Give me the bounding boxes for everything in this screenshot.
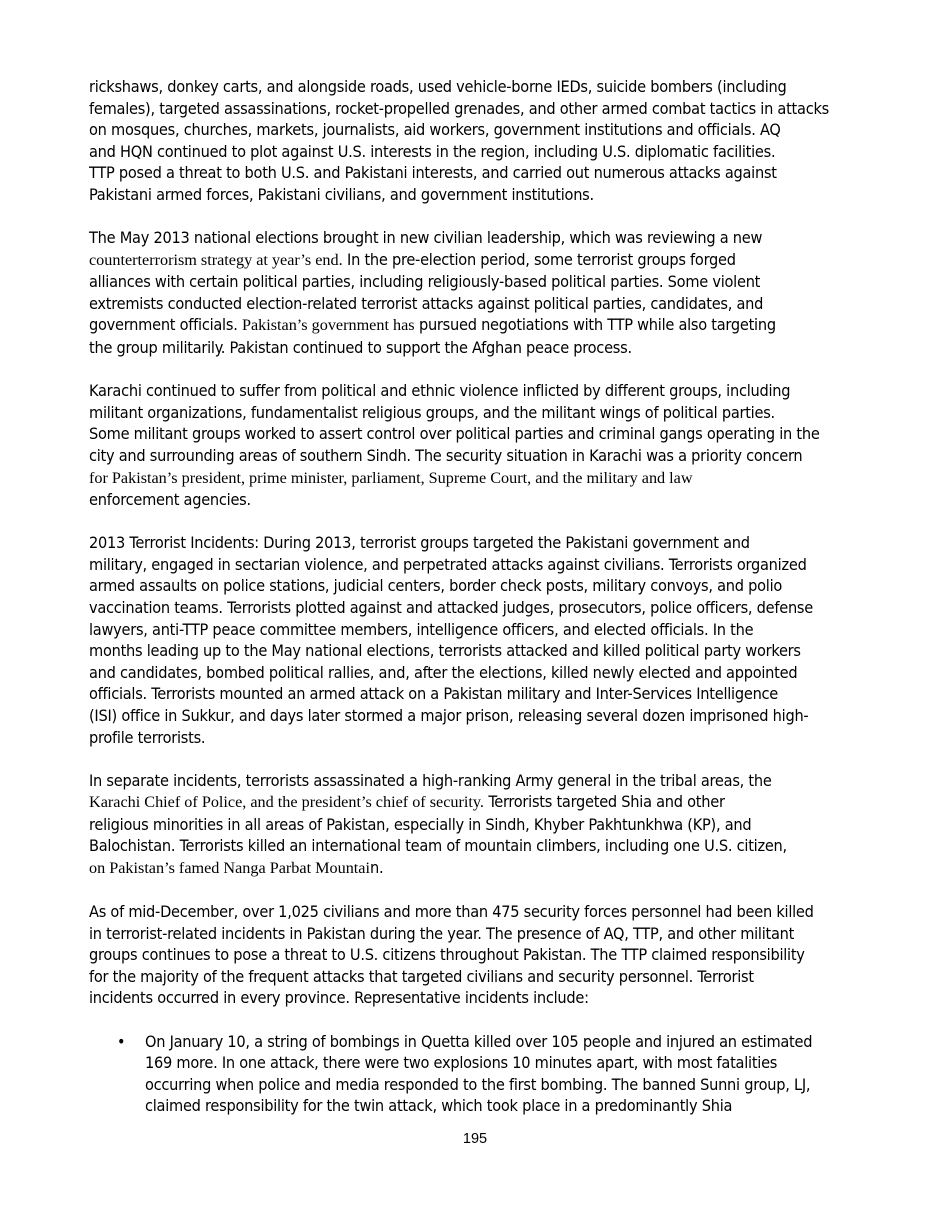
text-line: profile terrorists.: [89, 727, 206, 747]
text-line: officials. Terrorists mounted an armed attack on a Pakistan military and Inter-Services Intelligence: [89, 684, 779, 704]
text-line: claimed responsibility for the twin attack, which took place in a predominantly Shia: [145, 1096, 733, 1116]
text-line: rickshaws, donkey carts, and alongside roads, used vehicle-borne IEDs, suicide bombers (including: [89, 77, 787, 96]
text-line: military, engaged in sectarian violence, and perpetrated attacks against civilians. Terrorists organized: [89, 554, 807, 574]
text-line: As of mid-December, over 1,025 civilians and more than 475 security forces personnel had been killed: [89, 902, 814, 922]
paragraph-karachi: [89, 380, 864, 511]
text-line: and candidates, bombed political rallies, and, after the elections, killed newly elected and appointed: [89, 662, 798, 682]
text-line: In separate incidents, terrorists assassinated a high-ranking Army general in the tribal areas, the: [89, 770, 772, 790]
text-run: counterterrorism strategy at year’s end.: [89, 250, 343, 269]
text-line: militant organizations, fundamentalist religious groups, and the militant wings of political parties.: [89, 402, 775, 422]
text-run: government officials.: [89, 315, 242, 335]
text-line: The May 2013 national elections brought in new civilian leadership, which was reviewing a new: [89, 228, 763, 248]
text-line: enforcement agencies.: [89, 490, 251, 510]
text-line: on mosques, churches, markets, journalists, aid workers, government institutions and officials. AQ: [89, 120, 781, 140]
paragraph-casualties: [89, 901, 864, 1009]
text-line: armed assaults on police stations, judicial centers, border check posts, military convoys, and polio: [89, 576, 783, 596]
text-line: TTP posed a threat to both U.S. and Pakistani interests, and carried out numerous attacks against: [89, 163, 777, 183]
paragraph-tactics: [89, 76, 864, 206]
text-line: 2013 Terrorist Incidents: During 2013, terrorist groups targeted the Pakistani government and: [89, 533, 750, 553]
text-run: In the pre-election period, some terrorist groups forged: [342, 249, 736, 269]
text-run: pursued negotiations with TTP while also targeting: [414, 315, 776, 335]
text-run: on Pakistan’s famed Nanga Parbat Mountai: [89, 859, 370, 877]
text-line: (ISI) office in Sukkur, and days later stormed a major prison, releasing several dozen imprisoned high-: [89, 705, 809, 725]
document-body: [89, 76, 864, 1117]
list-item: [145, 1031, 864, 1117]
text-line: vaccination teams. Terrorists plotted against and attacked judges, prosecutors, police officers, defense: [89, 597, 813, 617]
text-line: lawyers, anti-TTP peace committee members, intelligence officers, and elected officials. In the: [89, 619, 754, 639]
page-number: 195: [462, 1131, 488, 1147]
text-line: months leading up to the May national elections, terrorists attacked and killed political party workers: [89, 641, 801, 661]
text-line: On January 10, a string of bombings in Quetta killed over 105 people and injured an estimated: [145, 1031, 813, 1051]
text-run: n.: [369, 858, 384, 877]
text-line: Some militant groups worked to assert control over political parties and criminal gangs operating in the: [89, 424, 820, 444]
text-line: Karachi continued to suffer from political and ethnic violence inflicted by different groups, including: [89, 381, 791, 401]
incident-list: [89, 1031, 864, 1117]
text-run: Pakistan’s government has: [241, 316, 415, 335]
paragraph-elections: [89, 227, 864, 359]
text-line: Pakistani armed forces, Pakistani civilians, and government institutions.: [89, 184, 594, 204]
text-line: and HQN continued to plot against U.S. interests in the region, including U.S. diplomatic facilities.: [89, 141, 776, 161]
text-line: groups continues to pose a threat to U.S. citizens throughout Pakistan. The TTP claimed responsibility: [89, 945, 805, 965]
text-line: Balochistan. Terrorists killed an international team of mountain climbers, including one U.S. citizen,: [89, 836, 787, 856]
text-line: city and surrounding areas of southern Sindh. The security situation in Karachi was a priority concern: [89, 445, 803, 465]
text-line: 169 more. In one attack, there were two explosions 10 minutes apart, with most fatalities: [145, 1053, 778, 1073]
text-line: females), targeted assassinations, rocket-propelled grenades, and other armed combat tactics in attacks: [89, 98, 829, 118]
paragraph-separate-incidents: [89, 770, 864, 880]
text-line: alliances with certain political parties, including religiously-based political parties. Some violent: [89, 272, 761, 292]
text-line: for the majority of the frequent attacks that targeted civilians and security personnel. Terrorist: [89, 966, 754, 986]
text-line: for Pakistan’s president, prime minister, parliament, Supreme Court, and the military and law: [89, 468, 693, 487]
text-line: religious minorities in all areas of Pakistan, especially in Sindh, Khyber Pakhtunkhwa (KP), and: [89, 814, 752, 834]
text-run: Terrorists targeted Shia and other: [483, 792, 725, 812]
text-run: Karachi Chief of Police, and the president’s chief of security.: [89, 793, 484, 812]
text-line: in terrorist-related incidents in Pakistan during the year. The presence of AQ, TTP, and other militant: [89, 923, 795, 943]
text-line: extremists conducted election-related terrorist attacks against political parties, candidates, and: [89, 293, 764, 313]
paragraph-2013-incidents: [89, 532, 864, 748]
text-line: incidents occurred in every province. Representative incidents include:: [89, 988, 589, 1008]
text-line: the group militarily. Pakistan continued to support the Afghan peace process.: [89, 338, 632, 358]
text-line: occurring when police and media responded to the first bombing. The banned Sunni group, LJ,: [145, 1074, 811, 1094]
